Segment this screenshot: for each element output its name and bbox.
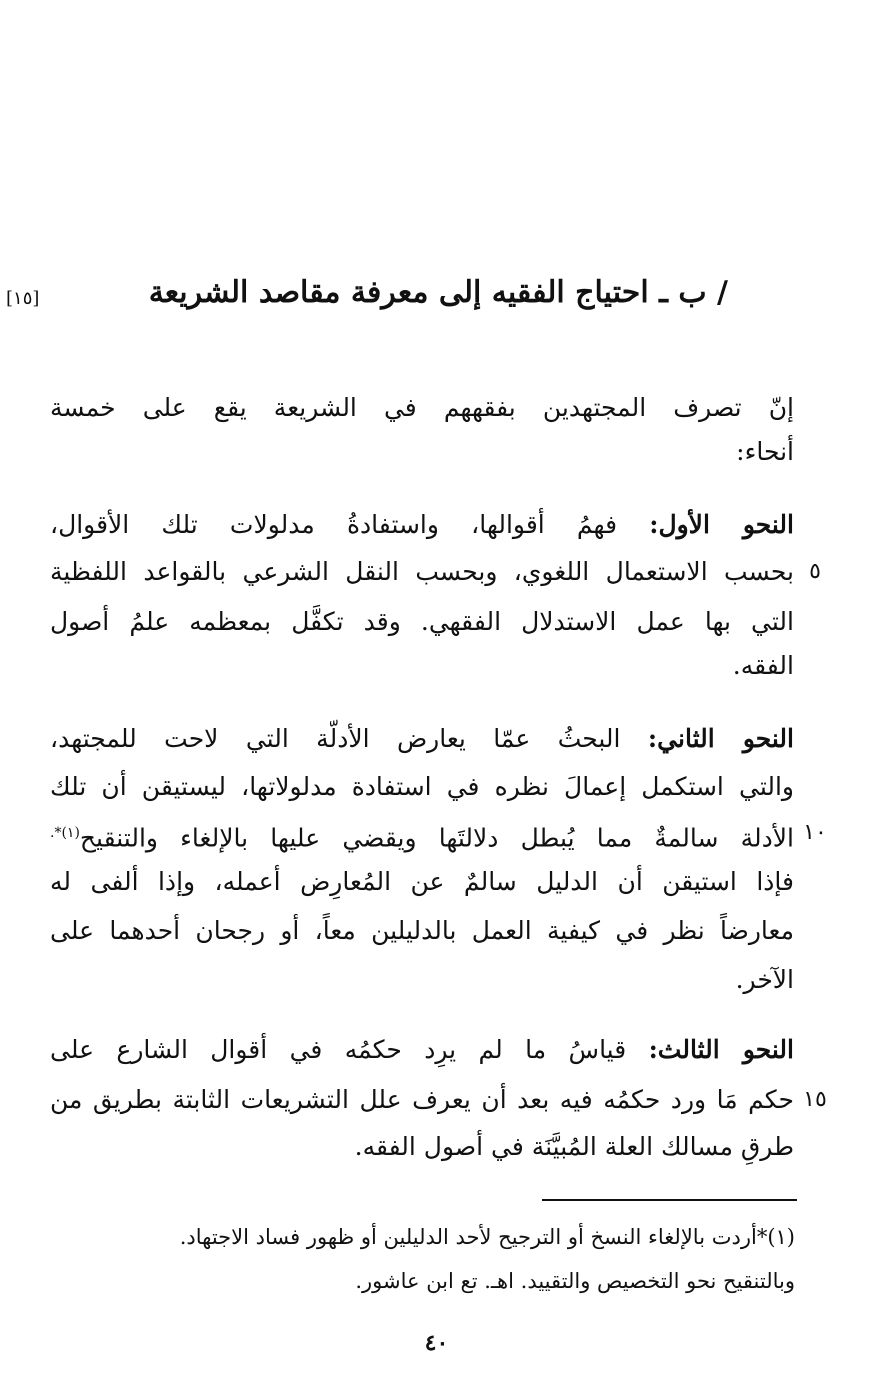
footnote-divider (542, 1199, 797, 1201)
third-mode-line-3: طرقِ مسالك العلة المُبيَّنَة في أصول الفقه. (354, 1132, 794, 1161)
footnote-line-2: وبالتنقيح نحو التخصيص والتقييد. اهـ. تع ابن عاشور. (355, 1269, 795, 1293)
first-mode-line-1 (50, 505, 794, 545)
first-mode-line-2: بحسب الاستعمال اللغوي، وبحسب النقل الشرعي بالقواعد اللفظية (50, 557, 794, 586)
second-mode-text: البحثُ عمّا يعارض الأدلّة التي لاحت للمجتهد، (50, 724, 621, 753)
first-mode-text: فهمُ أقوالها، واستفادةُ مدلولات تلك الأقوال، (50, 510, 618, 539)
page-number: ٤٠ (424, 1330, 449, 1356)
second-mode-line-5: معارضاً نظر في كيفية العمل بالدليلين معاً، أو رجحان أحدهما على (50, 916, 794, 945)
intro-line-2: أنحاء: (736, 437, 794, 466)
first-mode-line-4: الفقه. (732, 651, 794, 680)
first-mode-line-3: التي بها عمل الاستدلال الفقهي. وقد تكفَّل بمعظمه علمُ أصول (50, 607, 794, 636)
footnote-line-1: (١)*أردت بالإلغاء النسخ أو الترجيح لأحد الدليلين أو ظهور فساد الاجتهاد. (179, 1225, 795, 1249)
second-mode-line-4: فإذا استيقن أن الدليل سالمٌ عن المُعارِض أعمله، وإذا ألفى له (50, 867, 794, 896)
second-mode-line-2: والتي استكمل إعمالَ نظره في استفادة مدلولاتها، ليستيقن أن تلك (50, 772, 794, 801)
second-mode-label: النحو الثاني: (647, 724, 794, 753)
section-title: / ب ـ احتياج الفقيه إلى معرفة مقاصد الشريعة (148, 275, 728, 310)
intro-line-1: إنّ تصرف المجتهدين بفقههم في الشريعة يقع على خمسة (50, 393, 794, 422)
third-mode-line-1 (50, 1030, 794, 1070)
line-number-5: ٥ (809, 559, 821, 584)
line-number-10: ١٠ (803, 820, 827, 845)
third-mode-text: قياسُ ما لم يرِد حكمُه في أقوال الشارع على (50, 1035, 627, 1064)
second-mode-line-6: الآخر. (735, 965, 794, 994)
third-mode-line-2: حكم مَا ورد حكمُه فيه بعد أن يعرف علل التشريعات الثابتة بطريق من (50, 1085, 794, 1114)
third-mode-label: النحو الثالث: (648, 1035, 794, 1064)
second-mode-line-3-text: الأدلة سالمةٌ مما يُبطل دلالتَها ويقضي عليها بالإلغاء والتنقيح (79, 823, 794, 853)
first-mode-label: النحو الأول: (649, 510, 794, 539)
footnote-marker: (١)*. (50, 825, 80, 841)
margin-reference: [١٥] (6, 288, 40, 309)
line-number-15: ١٥ (803, 1087, 827, 1112)
second-mode-line-1 (50, 719, 794, 759)
second-mode-line-3 (50, 813, 794, 858)
